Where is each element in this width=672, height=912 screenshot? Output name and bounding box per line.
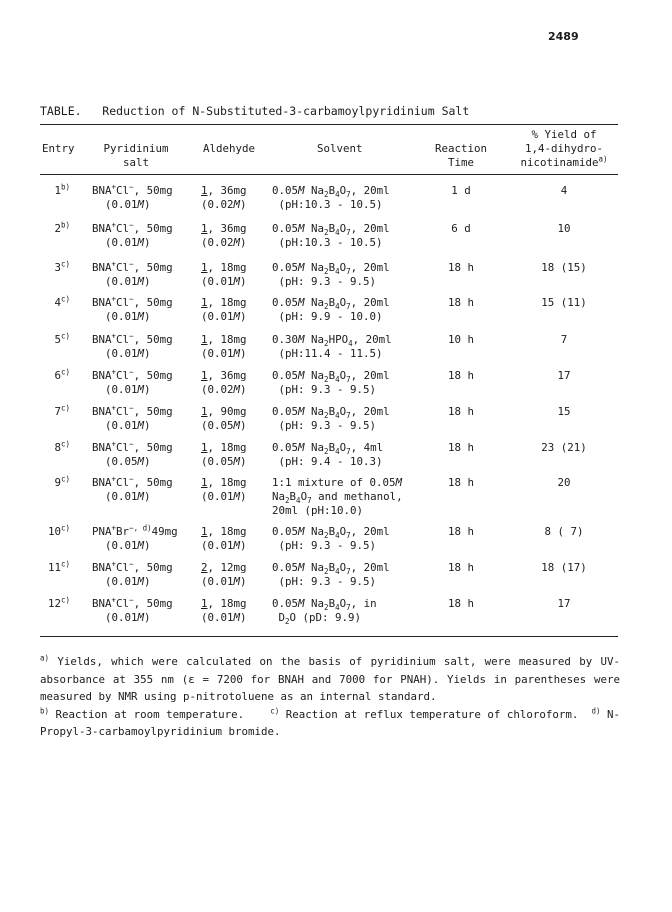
top-rule	[40, 124, 618, 125]
aldehyde-cell: 1, 36mg (0.02M)	[201, 222, 247, 249]
solvent-cell: 0.05M $Na_2B_4O_7$, 20ml (pH: 9.3 - 9.5)	[272, 525, 390, 552]
solvent-cell: 0.30M $Na_2HPO_4$, 20ml (pH:11.4 - 11.5)	[272, 333, 392, 360]
reaction-time-cell: 18 h	[447, 525, 474, 538]
entry-cell: 5$^{c)}$	[54, 331, 70, 346]
aldehyde-cell: 1, 36mg (0.02M)	[201, 184, 247, 211]
yield-cell: 4	[560, 184, 568, 197]
aldehyde-cell: 1, 18mg (0.01M)	[201, 333, 247, 360]
entry-cell: 9$^{c)}$	[54, 474, 70, 489]
solvent-cell: 0.05M $Na_2B_4O_7$, 20ml (pH: 9.3 - 9.5)	[272, 561, 390, 588]
reaction-time-cell: 6 d	[451, 222, 471, 235]
entry-cell: 10$^{c)}$	[47, 523, 70, 538]
reaction-time-cell: 18 h	[447, 296, 474, 309]
yield-cell: 18 (15)	[541, 261, 587, 274]
table-caption: TABLE. Reduction of N-Substituted-3-carbamoylpyridinium Salt	[40, 104, 470, 118]
yield-cell: 7	[560, 333, 568, 346]
header-pyridinium-line2: salt	[122, 156, 149, 169]
solvent-cell: 0.05M $Na_2B_4O_7$, 20ml (pH: 9.3 - 9.5)	[272, 261, 390, 288]
solvent-cell: 0.05M $Na_2B_4O_7$, 20ml (pH:10.3 - 10.5)	[272, 184, 390, 211]
reaction-time-cell: 10 h	[447, 333, 474, 346]
aldehyde-cell: 1, 18mg (0.01M)	[201, 525, 247, 552]
pyridinium-salt-cell: BNA+Cl−, 50mg (0.01M)	[92, 367, 173, 396]
entry-cell: 4$^{c)}$	[54, 294, 70, 309]
pyridinium-salt-cell: BNA+Cl−, 50mg (0.01M)	[92, 595, 173, 624]
header-yield-line2: 1,4-dihydro-	[524, 142, 603, 155]
reaction-time-cell: 18 h	[447, 405, 474, 418]
aldehyde-cell: 2, 12mg (0.01M)	[201, 561, 247, 588]
entry-cell: 6$^{c)}$	[54, 367, 70, 382]
pyridinium-salt-cell: BNA+Cl−, 50mg (0.01M)	[92, 259, 173, 288]
solvent-cell: 0.05M $Na_2B_4O_7$, 4ml (pH: 9.4 - 10.3)	[272, 441, 384, 468]
header-entry: Entry	[42, 142, 75, 155]
header-time-line1: Reaction	[434, 142, 487, 155]
solvent-cell: 0.05M $Na_2B_4O_7$, 20ml (pH:10.3 - 10.5)	[272, 222, 390, 249]
entry-cell: 2$^{b)}$	[54, 220, 70, 235]
footnote-b-c: $^{b)}$ Reaction at room temperature. $^{c)}$ Reaction at reflux temperature of chloroform. $^{d)}$ N-Propyl-3-carbamoylpyridinium bromide.	[40, 705, 620, 738]
aldehyde-cell: 1, 18mg (0.01M)	[201, 597, 247, 624]
pyridinium-salt-cell: BNA+Cl−, 50mg (0.01M)	[92, 220, 173, 249]
yield-cell: 17	[557, 369, 571, 382]
header-rule	[40, 174, 618, 175]
pyridinium-salt-cell: BNA+Cl−, 50mg (0.01M)	[92, 474, 173, 503]
reaction-time-cell: 18 h	[447, 597, 474, 610]
reaction-time-cell: 18 h	[447, 369, 474, 382]
reaction-time-cell: 18 h	[447, 441, 474, 454]
header-solvent: Solvent	[317, 142, 363, 155]
header-yield-line3: nicotinamide$^{a)}$	[520, 154, 608, 169]
solvent-cell: 0.05M $Na_2B_4O_7$, in $D_2O$ (pD: 9.9)	[272, 597, 377, 627]
yield-cell: 10	[557, 222, 571, 235]
entry-cell: 12$^{c)}$	[47, 595, 70, 610]
solvent-cell: 0.05M $Na_2B_4O_7$, 20ml (pH: 9.3 - 9.5)	[272, 369, 390, 396]
entry-cell: 11$^{c)}$	[47, 559, 70, 574]
yield-cell: 15 (11)	[541, 296, 587, 309]
reaction-time-cell: 1 d	[451, 184, 471, 197]
entry-cell: 7$^{c)}$	[54, 403, 70, 418]
pyridinium-salt-cell: BNA+Cl−, 50mg (0.01M)	[92, 294, 173, 323]
yield-cell: 17	[557, 597, 571, 610]
yield-cell: 20	[557, 476, 571, 489]
pyridinium-salt-cell: BNA+Cl−, 50mg (0.01M)	[92, 403, 173, 432]
aldehyde-cell: 1, 18mg (0.01M)	[201, 296, 247, 323]
footnote-a: $^{a)}$ Yields, which were calculated on the basis of pyridinium salt, were measured by UV-absorbance at 355 nm (ε = 7200 for BNAH and 7000 for PNAH). Yields in parentheses were measured by NMR using p-nitrotoluene as an internal standard.	[40, 653, 620, 703]
aldehyde-cell: 1, 90mg (0.05M)	[201, 405, 247, 432]
reaction-time-cell: 18 h	[447, 561, 474, 574]
aldehyde-cell: 1, 18mg (0.01M)	[201, 476, 247, 503]
entry-cell: 1$^{b)}$	[54, 182, 70, 197]
header-aldehyde: Aldehyde	[203, 142, 256, 155]
yield-cell: 23 (21)	[541, 441, 587, 454]
pyridinium-salt-cell: BNA+Cl−, 50mg (0.05M)	[92, 439, 173, 468]
header-time-line2: Time	[447, 156, 474, 169]
solvent-cell: 1:1 mixture of 0.05M $Na_2B_4O_7$ and methanol, 20ml (pH:10.0)	[272, 476, 403, 517]
pyridinium-salt-cell: BNA+Cl−, 50mg (0.01M)	[92, 331, 173, 360]
aldehyde-cell: 1, 36mg (0.02M)	[201, 369, 247, 396]
footnotes	[40, 653, 620, 741]
reaction-time-cell: 18 h	[447, 261, 474, 274]
reaction-time-cell: 18 h	[447, 476, 474, 489]
yield-cell: 18 (17)	[541, 561, 587, 574]
aldehyde-cell: 1, 18mg (0.01M)	[201, 261, 247, 288]
header-pyridinium-line1: Pyridinium	[103, 142, 169, 155]
solvent-cell: 0.05M $Na_2B_4O_7$, 20ml (pH: 9.9 - 10.0)	[272, 296, 390, 323]
yield-cell: 8 ( 7)	[544, 525, 584, 538]
solvent-cell: 0.05M $Na_2B_4O_7$, 20ml (pH: 9.3 - 9.5)	[272, 405, 390, 432]
pyridinium-salt-cell: BNA+Cl−, 50mg (0.01M)	[92, 182, 173, 211]
aldehyde-cell: 1, 18mg (0.05M)	[201, 441, 247, 468]
yield-cell: 15	[557, 405, 571, 418]
entry-cell: 8$^{c)}$	[54, 439, 70, 454]
pyridinium-salt-cell: $PNA^+Br^{-, d)}49mg$ (0.01M)	[92, 523, 178, 552]
pyridinium-salt-cell: BNA+Cl−, 50mg (0.01M)	[92, 559, 173, 588]
header-yield-line1: % Yield of	[531, 128, 597, 141]
bottom-rule	[40, 636, 618, 637]
page-number: 2489	[548, 30, 579, 43]
entry-cell: 3$^{c)}$	[54, 259, 70, 274]
